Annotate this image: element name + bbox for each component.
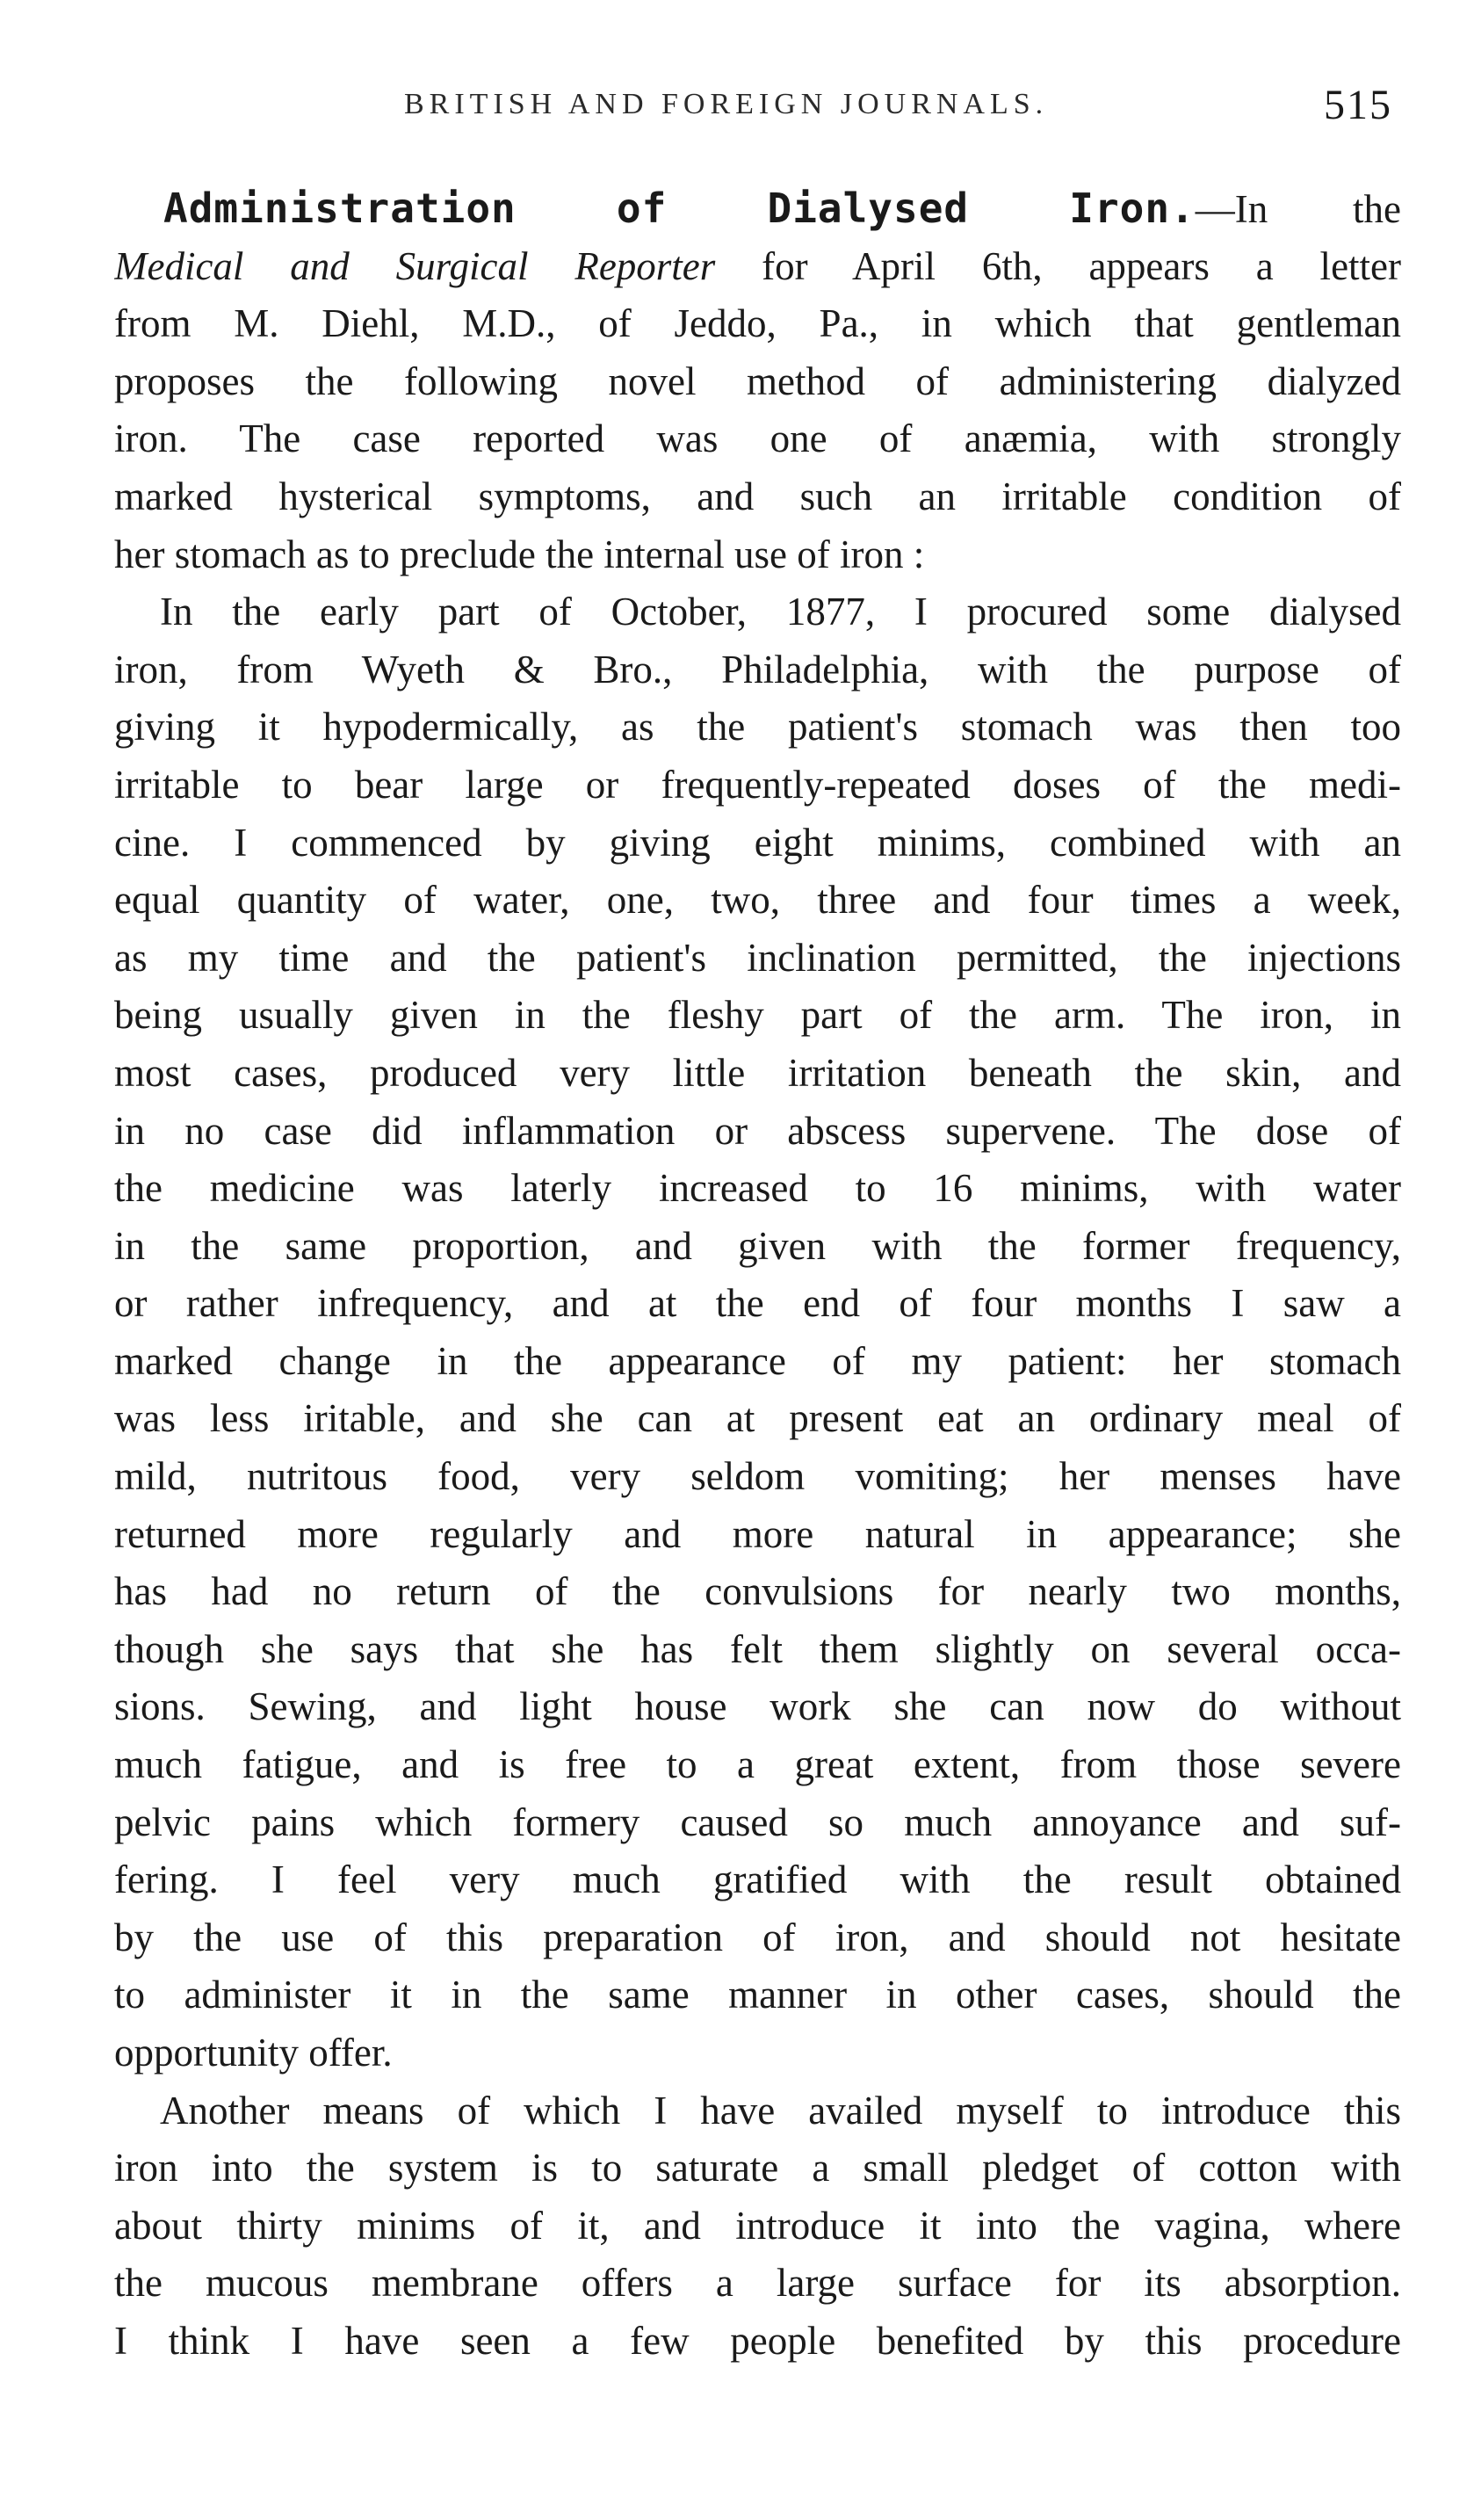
text-line: In the early part of October, 1877, I procured some dialysed [160, 590, 1401, 634]
text-line: was less iritable, and she can at present eat an ordinary meal of [114, 1396, 1401, 1441]
text-line: the medicine was laterly increased to 16 minims, with water [114, 1166, 1401, 1211]
text-line: being usually given in the fleshy part of the arm. The iron, in [114, 993, 1401, 1038]
text-line: mild, nutritous food, very seldom vomiting; her menses have [114, 1454, 1401, 1499]
text-segment: for April 6th, appears a letter [715, 243, 1401, 288]
text-line: about thirty minims of it, and introduce it into the vagina, where [114, 2203, 1401, 2248]
article-heading-line [114, 180, 1401, 238]
text-line: opportunity offer. [114, 2031, 393, 2075]
journal-title: Medical and Surgical Reporter [114, 243, 716, 288]
text-line: as my time and the patient's inclination permitted, the injections [114, 935, 1401, 980]
text-line: returned more regularly and more natural in appearance; she [114, 1511, 1401, 1556]
text-line: giving it hypodermically, as the patient's stomach was then too [114, 705, 1401, 749]
text-line: or rather infrequency, and at the end of four months I saw a [114, 1281, 1401, 1326]
running-head [404, 81, 1392, 134]
text-line: proposes the following novel method of administering dialyzed [114, 358, 1401, 403]
text-line: iron into the system is to saturate a small pledget of cotton with [114, 2146, 1401, 2191]
text-line: iron. The case reported was one of anæmia, with strongly [114, 416, 1401, 461]
text-line: iron, from Wyeth & Bro., Philadelphia, with the purpose of [114, 647, 1401, 692]
text-line: sions. Sewing, and light house work she can now do without [114, 1684, 1401, 1729]
text-line: pelvic pains which formery caused so much annoyance and suf- [114, 1799, 1401, 1844]
text-line: in no case did inflammation or abscess supervene. The dose of [114, 1108, 1401, 1153]
text-line: I think I have seen a few people benefited by this procedure [114, 2318, 1401, 2363]
text-line: from M. Diehl, M.D., of Jeddo, Pa., in which that gentleman [114, 301, 1401, 346]
article-body [114, 180, 1401, 2371]
text-line: has had no return of the convulsions for nearly two months, [114, 1569, 1401, 1614]
text-line: marked hysterical symptoms, and such an irritable condition of [114, 474, 1401, 518]
page-number: 515 [1324, 82, 1392, 128]
text-line: in the same proportion, and given with the former frequency, [114, 1223, 1401, 1268]
text-line: irritable to bear large or frequently-repeated doses of the medi- [114, 762, 1401, 807]
text-line: equal quantity of water, one, two, three and four times a week, [114, 878, 1401, 923]
text-line [114, 238, 1401, 296]
text-line: to administer it in the same manner in other cases, should the [114, 1973, 1401, 2017]
article-heading: Administration of Dialysed Iron. [163, 185, 1196, 232]
running-title: BRITISH AND FOREIGN JOURNALS. [404, 88, 1049, 120]
text-line: much fatigue, and is free to a great extent, from those severe [114, 1742, 1401, 1787]
text-line: fering. I feel very much gratified with the result obtained [114, 1857, 1401, 1902]
text-line: Another means of which I have availed myself to introduce this [160, 2088, 1401, 2133]
text-line: most cases, produced very little irritation beneath the skin, and [114, 1050, 1401, 1095]
text-line: marked change in the appearance of my patient: her stomach [114, 1338, 1401, 1383]
text-line: the mucous membrane offers a large surface for its absorption. [114, 2261, 1401, 2306]
text-segment: —In the [1195, 187, 1401, 231]
text-line: cine. I commenced by giving eight minims, combined with an [114, 820, 1401, 865]
text-line: though she says that she has felt them slightly on several occa- [114, 1626, 1401, 1671]
text-line: by the use of this preparation of iron, and should not hesitate [114, 1915, 1401, 1959]
text-line: her stomach as to preclude the internal use of iron : [114, 532, 925, 576]
